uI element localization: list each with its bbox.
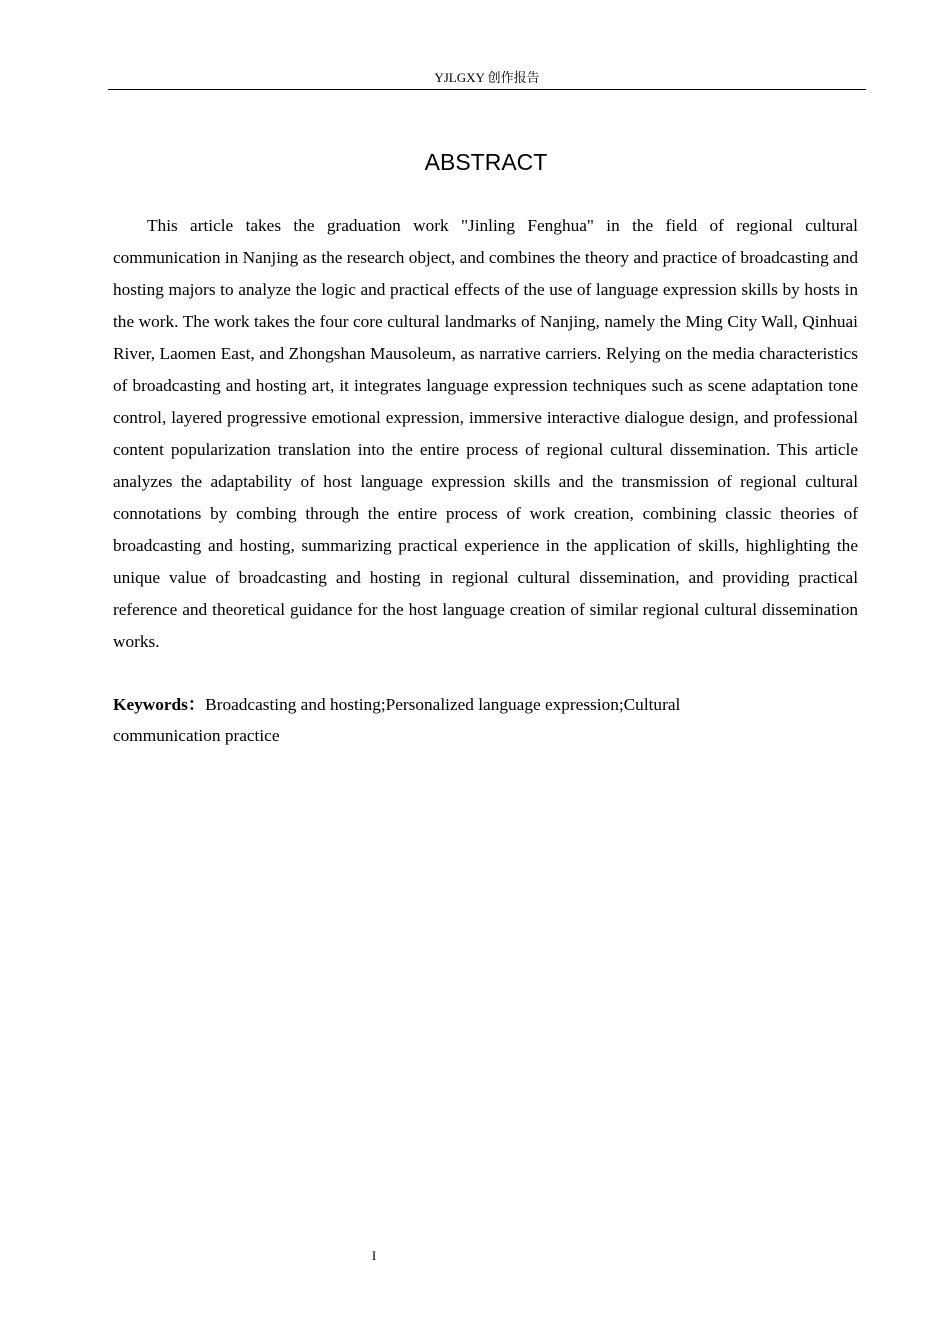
header-text: YJLGXY 创作报告	[434, 70, 540, 85]
abstract-title: ABSTRACT	[424, 149, 548, 175]
page-header	[108, 68, 866, 90]
keywords-block	[113, 689, 753, 751]
keywords-label: Keywords：	[113, 695, 206, 714]
page-number: I	[371, 1248, 377, 1263]
abstract-body: This article takes the graduation work "Jinling Fenghua" in the field of regional cultural communication in Nanjing as the research object, and combines the theory and practice of broadcasting and hosting majors to analyze the logic and practical effects of the use of language expression skills by hosts in the work. The work takes the four core cultural landmarks of Nanjing, namely the Ming City Wall, Qinhuai River, Laomen East, and Zhongshan Mausoleum, as narrative carriers. Relying on the media characteristics of broadcasting and hosting art, it integrates language expression techniques such as scene adaptation tone control, layered progressive emotional expression, immersive interactive dialogue design, and professional content popularization translation into the entire process of regional cultural dissemination. This article analyzes the adaptability of host language expression skills and the transmission of regional cultural connotations by combing through the entire process of work creation, combining classic theories of broadcasting and hosting, summarizing practical experience in the application of skills, highlighting the unique value of broadcasting and hosting in regional cultural dissemination, and providing practical reference and theoretical guidance for the host language creation of similar regional cultural dissemination works.	[113, 216, 858, 651]
keywords-text: Broadcasting and hosting;Personalized language expression;Cultural communication practice	[113, 695, 681, 745]
